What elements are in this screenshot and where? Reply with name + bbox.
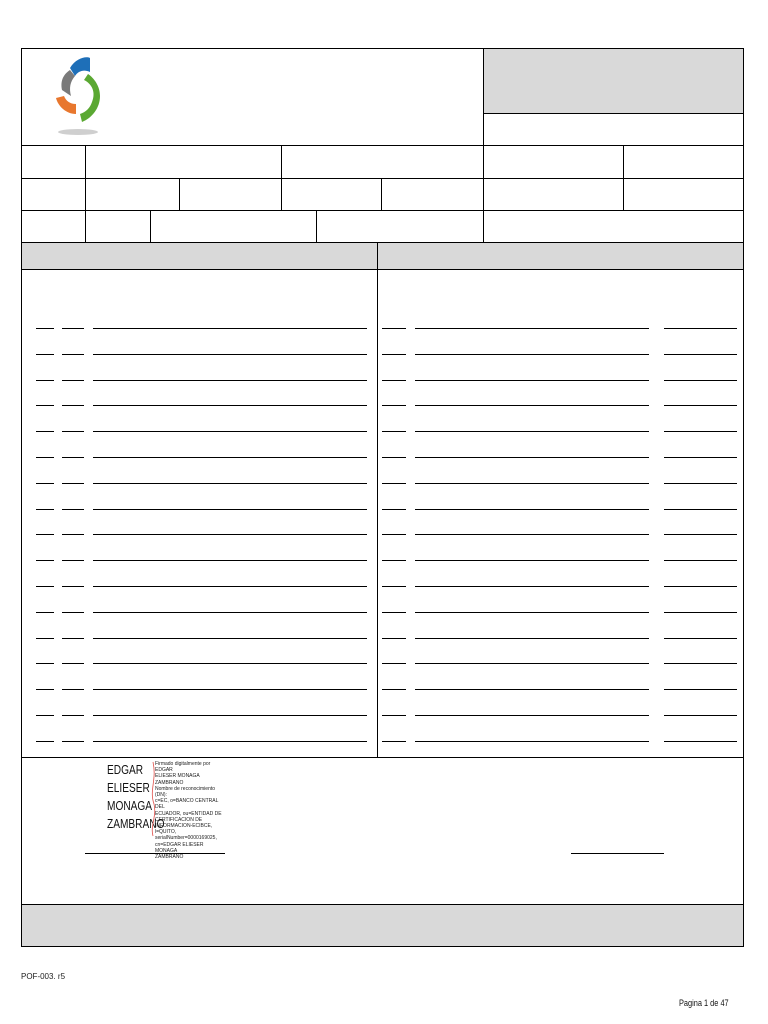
right-row-value[interactable] — [664, 431, 737, 432]
column-divider — [377, 242, 378, 757]
signature-detail-line: serialNumber=0000169025, — [155, 835, 217, 842]
left-row-field-a[interactable] — [36, 328, 54, 329]
left-row-description[interactable] — [93, 560, 367, 561]
grid-cell — [483, 210, 484, 242]
right-row-value[interactable] — [664, 560, 737, 561]
right-row-value[interactable] — [664, 586, 737, 587]
grid-cell — [85, 178, 86, 210]
signature-details — [155, 761, 225, 860]
signature-detail-line: cn=EDGAR ELIESER MONAGA — [155, 841, 204, 854]
left-row-field-b[interactable] — [62, 328, 84, 329]
left-row-description[interactable] — [93, 534, 367, 535]
left-row-field-a[interactable] — [36, 612, 54, 613]
signature-line-left — [85, 853, 225, 854]
grid-cell — [623, 145, 624, 178]
grid-cell — [85, 210, 86, 242]
left-row-field-b[interactable] — [62, 638, 84, 639]
left-row-field-b[interactable] — [62, 405, 84, 406]
right-row-description[interactable] — [415, 612, 649, 613]
left-row-field-b[interactable] — [62, 354, 84, 355]
grid-cell — [281, 145, 282, 178]
grid-cell — [179, 178, 180, 210]
left-row-description[interactable] — [93, 586, 367, 587]
right-row-field-a[interactable] — [382, 741, 406, 742]
right-row-field-a[interactable] — [382, 380, 406, 381]
left-row-description[interactable] — [93, 741, 367, 742]
list-bottom-rule — [21, 757, 744, 758]
right-row-description[interactable] — [415, 405, 649, 406]
left-row-field-b[interactable] — [62, 689, 84, 690]
right-row-field-a[interactable] — [382, 354, 406, 355]
left-row-field-b[interactable] — [62, 483, 84, 484]
grid-cell — [150, 210, 151, 242]
right-row-description[interactable] — [415, 689, 649, 690]
right-row-value[interactable] — [664, 354, 737, 355]
right-row-field-a[interactable] — [382, 586, 406, 587]
right-row-description[interactable] — [415, 509, 649, 510]
right-row-field-a[interactable] — [382, 483, 406, 484]
right-row-value[interactable] — [664, 638, 737, 639]
left-row-description[interactable] — [93, 328, 367, 329]
header-divider — [483, 49, 484, 145]
right-row-field-a[interactable] — [382, 663, 406, 664]
right-row-field-a[interactable] — [382, 405, 406, 406]
right-row-description[interactable] — [415, 354, 649, 355]
right-row-field-a[interactable] — [382, 509, 406, 510]
right-row-description[interactable] — [415, 741, 649, 742]
left-row-description[interactable] — [93, 638, 367, 639]
header-title-box — [483, 49, 743, 113]
logo-mark-icon — [48, 52, 108, 138]
left-row-field-b[interactable] — [62, 741, 84, 742]
right-row-value[interactable] — [664, 715, 737, 716]
grid-cell — [623, 178, 624, 210]
right-row-value[interactable] — [664, 612, 737, 613]
left-row-description[interactable] — [93, 715, 367, 716]
right-row-value[interactable] — [664, 689, 737, 690]
right-row-description[interactable] — [415, 663, 649, 664]
right-row-field-a[interactable] — [382, 612, 406, 613]
left-row-description[interactable] — [93, 689, 367, 690]
left-row-description[interactable] — [93, 354, 367, 355]
right-row-description[interactable] — [415, 483, 649, 484]
grid-cell — [483, 145, 484, 178]
left-row-field-b[interactable] — [62, 534, 84, 535]
left-row-description[interactable] — [93, 663, 367, 664]
left-row-field-a[interactable] — [36, 354, 54, 355]
left-row-field-b[interactable] — [62, 560, 84, 561]
grid-row-line-3 — [21, 210, 744, 211]
page-number: Pagina 1 de 47 — [679, 998, 729, 1008]
left-row-field-b[interactable] — [62, 612, 84, 613]
left-row-field-a[interactable] — [36, 663, 54, 664]
right-row-description[interactable] — [415, 715, 649, 716]
right-row-value[interactable] — [664, 328, 737, 329]
company-logo — [48, 52, 108, 138]
right-row-field-a[interactable] — [382, 431, 406, 432]
right-row-field-a[interactable] — [382, 328, 406, 329]
signature-detail-line: c=EC, o=BANCO CENTRAL DEL — [155, 798, 219, 811]
signature-detail-line: ELIESER MONAGA ZAMBRANO — [155, 773, 200, 786]
signature-name-1: EDGAR — [107, 762, 144, 777]
left-row-field-a[interactable] — [36, 431, 54, 432]
left-row-description[interactable] — [93, 380, 367, 381]
right-row-value[interactable] — [664, 534, 737, 535]
grid-cell — [85, 145, 86, 178]
grid-cell — [281, 178, 282, 210]
left-row-field-b[interactable] — [62, 509, 84, 510]
right-row-description[interactable] — [415, 534, 649, 535]
left-row-field-b[interactable] — [62, 715, 84, 716]
right-row-field-a[interactable] — [382, 560, 406, 561]
left-row-description[interactable] — [93, 405, 367, 406]
left-row-description[interactable] — [93, 483, 367, 484]
left-row-field-a[interactable] — [36, 715, 54, 716]
grid-cell — [381, 178, 382, 210]
left-row-field-a[interactable] — [36, 380, 54, 381]
right-row-field-a[interactable] — [382, 457, 406, 458]
right-row-description[interactable] — [415, 560, 649, 561]
left-row-field-a[interactable] — [36, 560, 54, 561]
left-row-field-b[interactable] — [62, 586, 84, 587]
right-row-description[interactable] — [415, 431, 649, 432]
left-row-description[interactable] — [93, 509, 367, 510]
left-row-description[interactable] — [93, 431, 367, 432]
grid-cell — [483, 178, 484, 210]
right-column-header — [378, 243, 743, 270]
left-row-field-a[interactable] — [36, 405, 54, 406]
signature-detail-line: ECUADOR, ou=ENTIDAD DE — [155, 810, 222, 817]
right-row-value[interactable] — [664, 457, 737, 458]
signature-detail-line: Firmado digitalmente por EDGAR — [155, 761, 211, 774]
right-row-field-a[interactable] — [382, 534, 406, 535]
right-row-field-a[interactable] — [382, 689, 406, 690]
signature-name-4: ZAMBRANO — [107, 816, 165, 831]
right-row-value[interactable] — [664, 509, 737, 510]
header-rule — [483, 113, 743, 114]
left-row-field-a[interactable] — [36, 689, 54, 690]
left-row-field-a[interactable] — [36, 638, 54, 639]
left-row-field-b[interactable] — [62, 380, 84, 381]
left-row-field-a[interactable] — [36, 509, 54, 510]
signature-detail-line: ZAMBRANO — [155, 854, 184, 861]
signature-name-3: MONAGA — [107, 798, 153, 813]
left-row-field-b[interactable] — [62, 457, 84, 458]
left-row-field-b[interactable] — [62, 431, 84, 432]
left-row-field-a[interactable] — [36, 457, 54, 458]
left-row-field-b[interactable] — [62, 663, 84, 664]
grid-row-line-2 — [21, 178, 744, 179]
right-row-description[interactable] — [415, 328, 649, 329]
document-code: POF-003. r5 — [21, 972, 66, 981]
left-row-field-a[interactable] — [36, 586, 54, 587]
grid-cell — [316, 210, 317, 242]
right-row-value[interactable] — [664, 663, 737, 664]
left-column-header — [22, 243, 377, 270]
right-row-description[interactable] — [415, 586, 649, 587]
signature-detail-line: CERTIFICACION DE — [155, 816, 203, 823]
right-row-value[interactable] — [664, 405, 737, 406]
grid-row-line-1 — [21, 145, 744, 146]
signature-detail-line: INFORMACION-ECIBCE, l=QUITO, — [155, 823, 213, 836]
right-row-field-a[interactable] — [382, 715, 406, 716]
left-row-field-a[interactable] — [36, 483, 54, 484]
right-row-description[interactable] — [415, 457, 649, 458]
left-row-field-a[interactable] — [36, 741, 54, 742]
left-row-field-a[interactable] — [36, 534, 54, 535]
signature-detail-line: Nombre de reconocimiento (DN): — [155, 785, 216, 799]
right-row-value[interactable] — [664, 380, 737, 381]
right-row-description[interactable] — [415, 638, 649, 639]
signature-name-2: ELIESER — [107, 780, 150, 795]
right-row-value[interactable] — [664, 483, 737, 484]
bottom-observations-bar — [22, 904, 743, 946]
signature-line-right — [571, 853, 664, 854]
right-row-value[interactable] — [664, 741, 737, 742]
left-row-description[interactable] — [93, 457, 367, 458]
right-row-description[interactable] — [415, 380, 649, 381]
right-row-field-a[interactable] — [382, 638, 406, 639]
left-row-description[interactable] — [93, 612, 367, 613]
